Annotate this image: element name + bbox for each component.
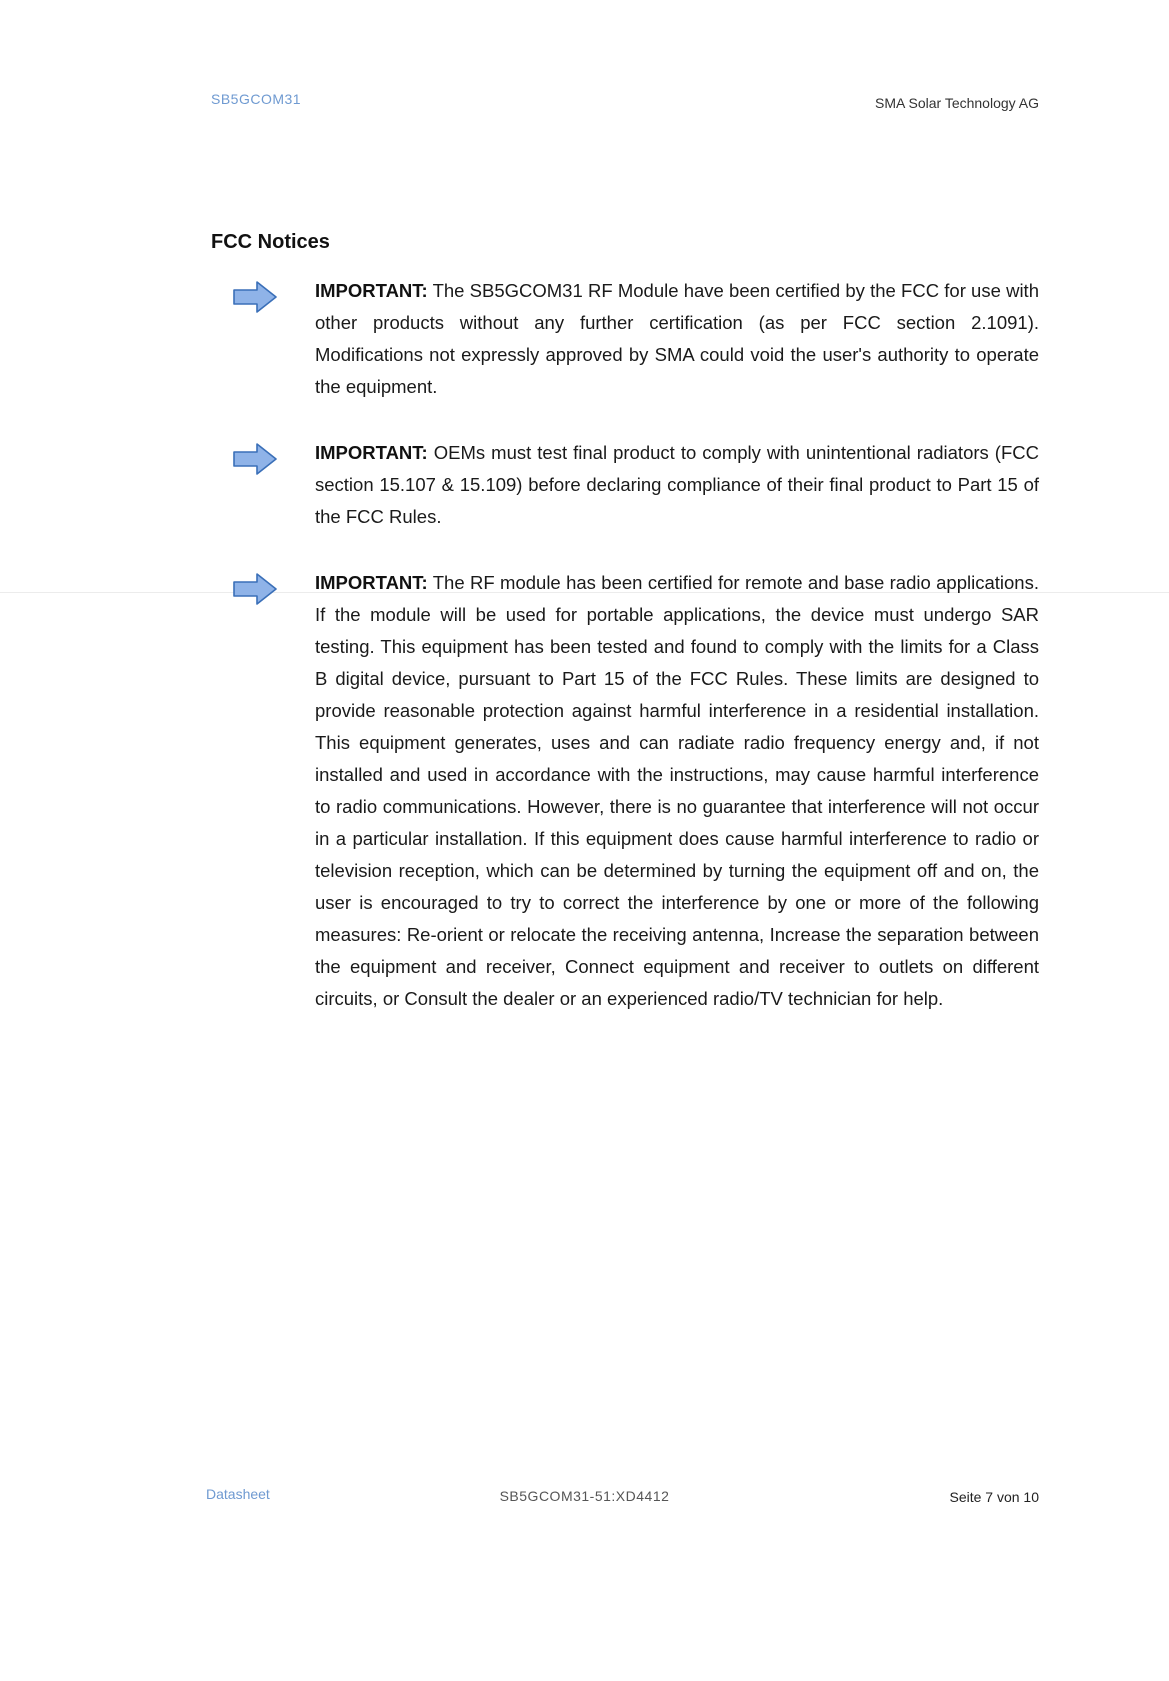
arrow-right-icon xyxy=(231,571,279,607)
notice-block xyxy=(231,567,1039,1015)
important-label: IMPORTANT: xyxy=(315,280,428,301)
arrow-right-icon xyxy=(231,279,279,315)
arrow-right-icon xyxy=(231,441,279,477)
notice-body: The SB5GCOM31 RF Module have been certified by the FCC for use with other products without any further certification (as per FCC section 2.1091). Modifications not expressly approved by SMA could void the user's authority to operate the equipment. xyxy=(315,280,1039,397)
important-label: IMPORTANT: xyxy=(315,442,428,463)
footer-page-number: Seite 7 von 10 xyxy=(949,1489,1039,1505)
notice-text xyxy=(315,567,1039,1015)
notice-block xyxy=(231,275,1039,403)
section-title: FCC Notices xyxy=(211,231,330,253)
notice-body: OEMs must test final product to comply with unintentional radiators (FCC section 15.107 & 15.109) before declaring compliance of their final product to Part 15 of the FCC Rules. xyxy=(315,442,1039,527)
notice-text xyxy=(315,275,1039,403)
header-company: SMA Solar Technology AG xyxy=(875,95,1039,111)
footer-doc-id: SB5GCOM31-51:XD4412 xyxy=(499,1488,670,1504)
footer-doc-type: Datasheet xyxy=(206,1486,270,1502)
notice-text xyxy=(315,437,1039,533)
notice-block xyxy=(231,437,1039,533)
notice-body: The RF module has been certified for remote and base radio applications. If the module will be used for portable applications, the device must undergo SAR testing. This equipment has been tested and found to comply with the limits for a Class B digital device, pursuant to Part 15 of the FCC Rules. These limits are designed to provide reasonable protection against harmful interference in a residential installation. This equipment generates, uses and can radiate radio frequency energy and, if not installed and used in accordance with the instructions, may cause harmful interference to radio communications. However, there is no guarantee that interference will not occur in a particular installation. If this equipment does cause harmful interference to radio or television reception, which can be determined by turning the equipment off and on, the user is encouraged to try to correct the interference by one or more of the following measures: Re-orient or relocate the receiving antenna, Increase the separation between the equipment and receiver, Connect equipment and receiver to outlets on different circuits, or Consult the dealer or an experienced radio/TV technician for help. xyxy=(315,572,1039,1009)
important-label: IMPORTANT: xyxy=(315,572,428,593)
header-product-code: SB5GCOM31 xyxy=(211,91,302,107)
